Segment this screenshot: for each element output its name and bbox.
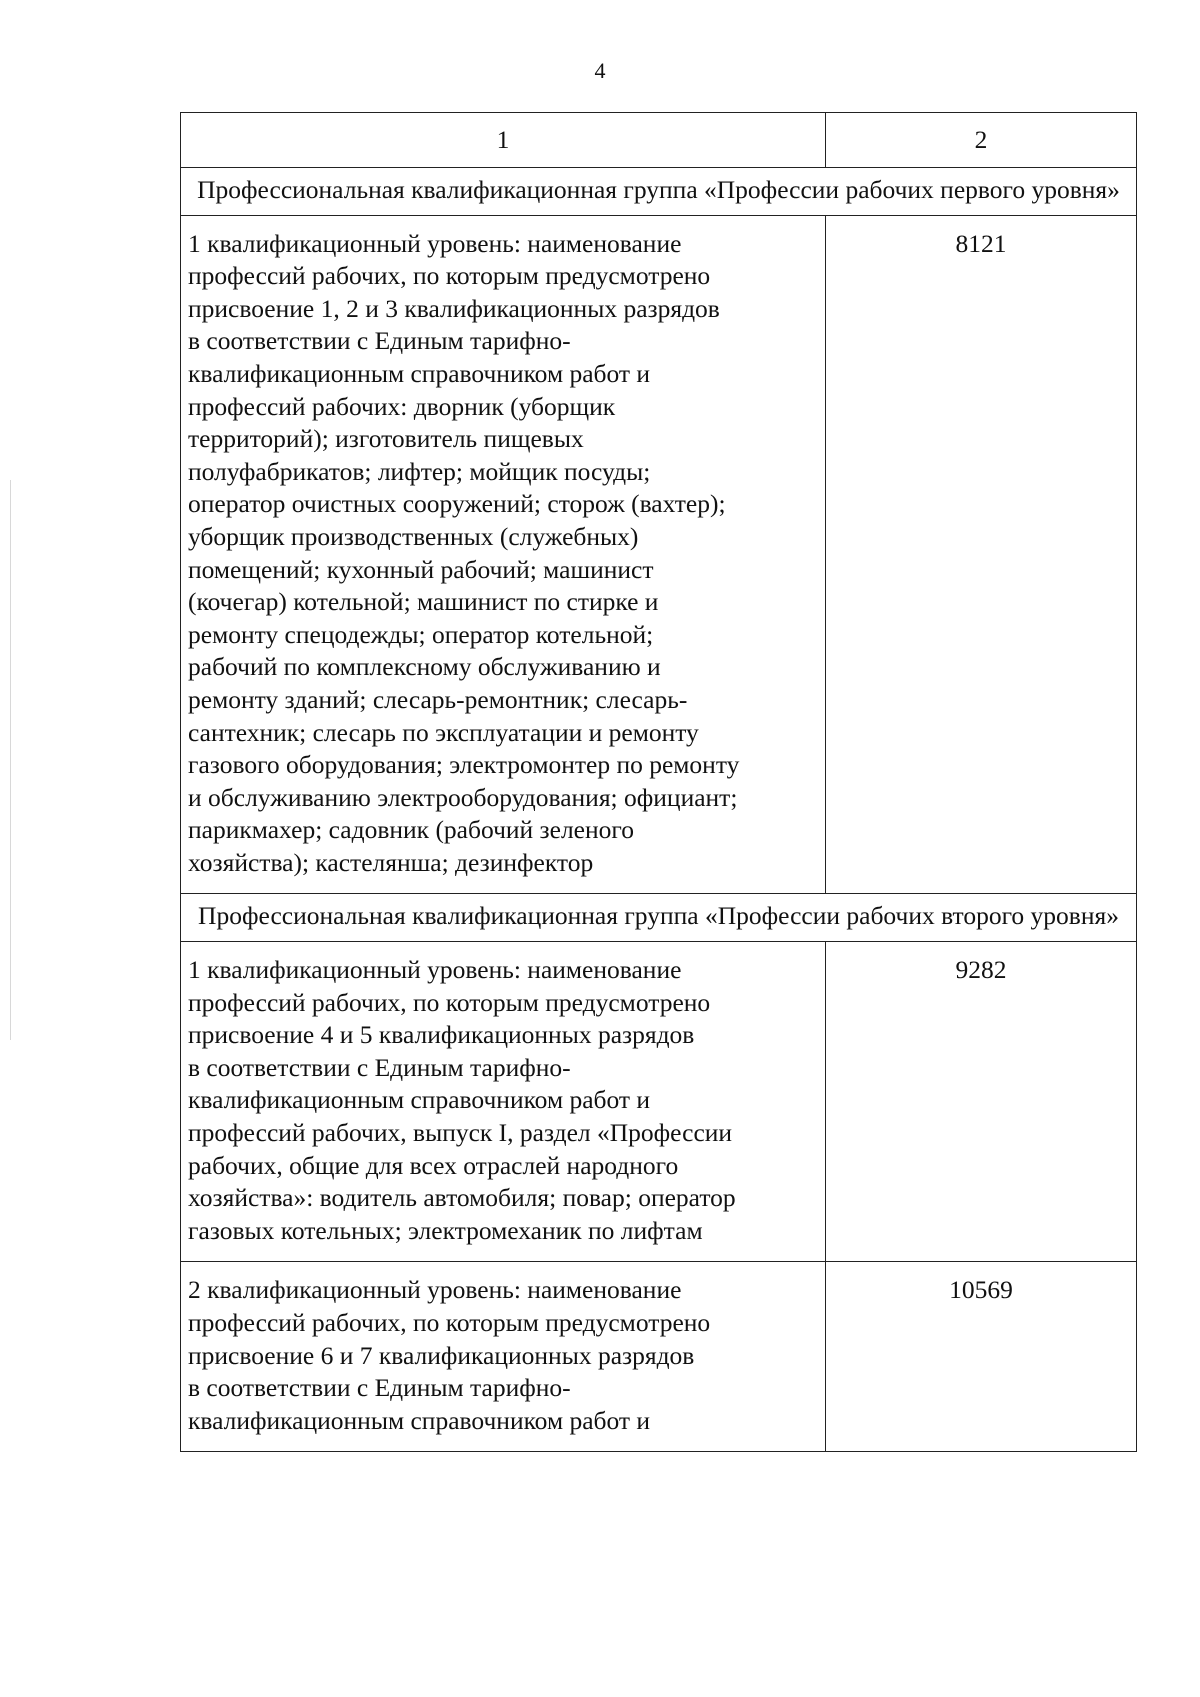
description-line: в соответствии с Единым тарифно-	[188, 1373, 571, 1403]
table-row	[181, 1262, 1137, 1452]
description-line: хозяйства»: водитель автомобиля; повар; оператор	[188, 1183, 736, 1213]
description-line: помещений; кухонный рабочий; машинист	[188, 554, 654, 584]
description-line: 2 квалификационный уровень: наименование	[188, 1275, 682, 1305]
description-line: ремонту спецодежды; оператор котельной;	[188, 619, 654, 649]
group-title-first-level: Профессиональная квалификационная группа «Профессии рабочих первого уровня»	[181, 168, 1137, 216]
description-line: присвоение 1, 2 и 3 квалификационных разрядов	[188, 293, 720, 323]
qualification-description	[181, 942, 826, 1262]
salary-table	[180, 112, 1137, 1452]
description-line: сантехник; слесарь по эксплуатации и ремонту	[188, 717, 699, 747]
description-line: в соответствии с Единым тарифно-	[188, 326, 571, 356]
description-line: профессий рабочих: дворник (уборщик	[188, 391, 616, 421]
description-line: ремонту зданий; слесарь-ремонтник; слесарь-	[188, 684, 688, 714]
page-number: 4	[594, 58, 606, 83]
description-line: и обслуживанию электрооборудования; официант;	[188, 782, 738, 812]
salary-value: 8121	[826, 215, 1137, 894]
description-line: присвоение 6 и 7 квалификационных разрядов	[188, 1340, 695, 1370]
group-title-second-level: Профессиональная квалификационная группа «Профессии рабочих второго уровня»	[181, 894, 1137, 942]
group-heading-row	[181, 894, 1137, 942]
description-line: профессий рабочих, по которым предусмотрено	[188, 1308, 711, 1337]
description-line: территорий); изготовитель пищевых	[188, 424, 584, 454]
salary-value: 10569	[826, 1262, 1137, 1452]
description-line: профессий рабочих, по которым предусмотрено	[188, 261, 711, 291]
description-line: газовых котельных; электромеханик по лифтам	[188, 1215, 703, 1245]
description-line: хозяйства); кастелянша; дезинфектор	[188, 847, 594, 877]
description-line: присвоение 4 и 5 квалификационных разрядов	[188, 1020, 695, 1050]
description-line: газового оборудования; электромонтер по ремонту	[188, 750, 740, 780]
description-line: 1 квалификационный уровень: наименование	[188, 955, 682, 985]
salary-value: 9282	[826, 942, 1137, 1262]
table-row	[181, 942, 1137, 1262]
table-header-row	[181, 113, 1137, 168]
description-line: полуфабрикатов; лифтер; мойщик посуды;	[188, 456, 651, 486]
qualification-description	[181, 215, 826, 894]
table-row	[181, 215, 1137, 894]
description-line: 1 квалификационный уровень: наименование	[188, 228, 682, 258]
description-line: рабочих, общие для всех отраслей народного	[188, 1150, 679, 1180]
description-line: квалификационным справочником работ и	[188, 358, 651, 388]
description-line: в соответствии с Единым тарифно-	[188, 1052, 571, 1082]
description-line: рабочий по комплексному обслуживанию и	[188, 652, 661, 682]
description-line: уборщик производственных (служебных)	[188, 521, 639, 551]
description-line: профессий рабочих, выпуск I, раздел «Профессии	[188, 1118, 733, 1148]
description-line: профессий рабочих, по которым предусмотрено	[188, 987, 711, 1017]
group-heading-row	[181, 168, 1137, 216]
description-line: (кочегар) котельной; машинист по стирке и	[188, 587, 659, 617]
description-line: оператор очистных сооружений; сторож (вахтер);	[188, 489, 726, 519]
column-header-2: 2	[826, 113, 1137, 168]
description-line: квалификационным справочником работ и	[188, 1405, 651, 1435]
scan-edge-mark	[10, 480, 11, 1040]
qualification-description	[181, 1262, 826, 1452]
description-line: квалификационным справочником работ и	[188, 1085, 651, 1115]
description-line: парикмахер; садовник (рабочий зеленого	[188, 815, 634, 845]
column-header-1: 1	[181, 113, 826, 168]
